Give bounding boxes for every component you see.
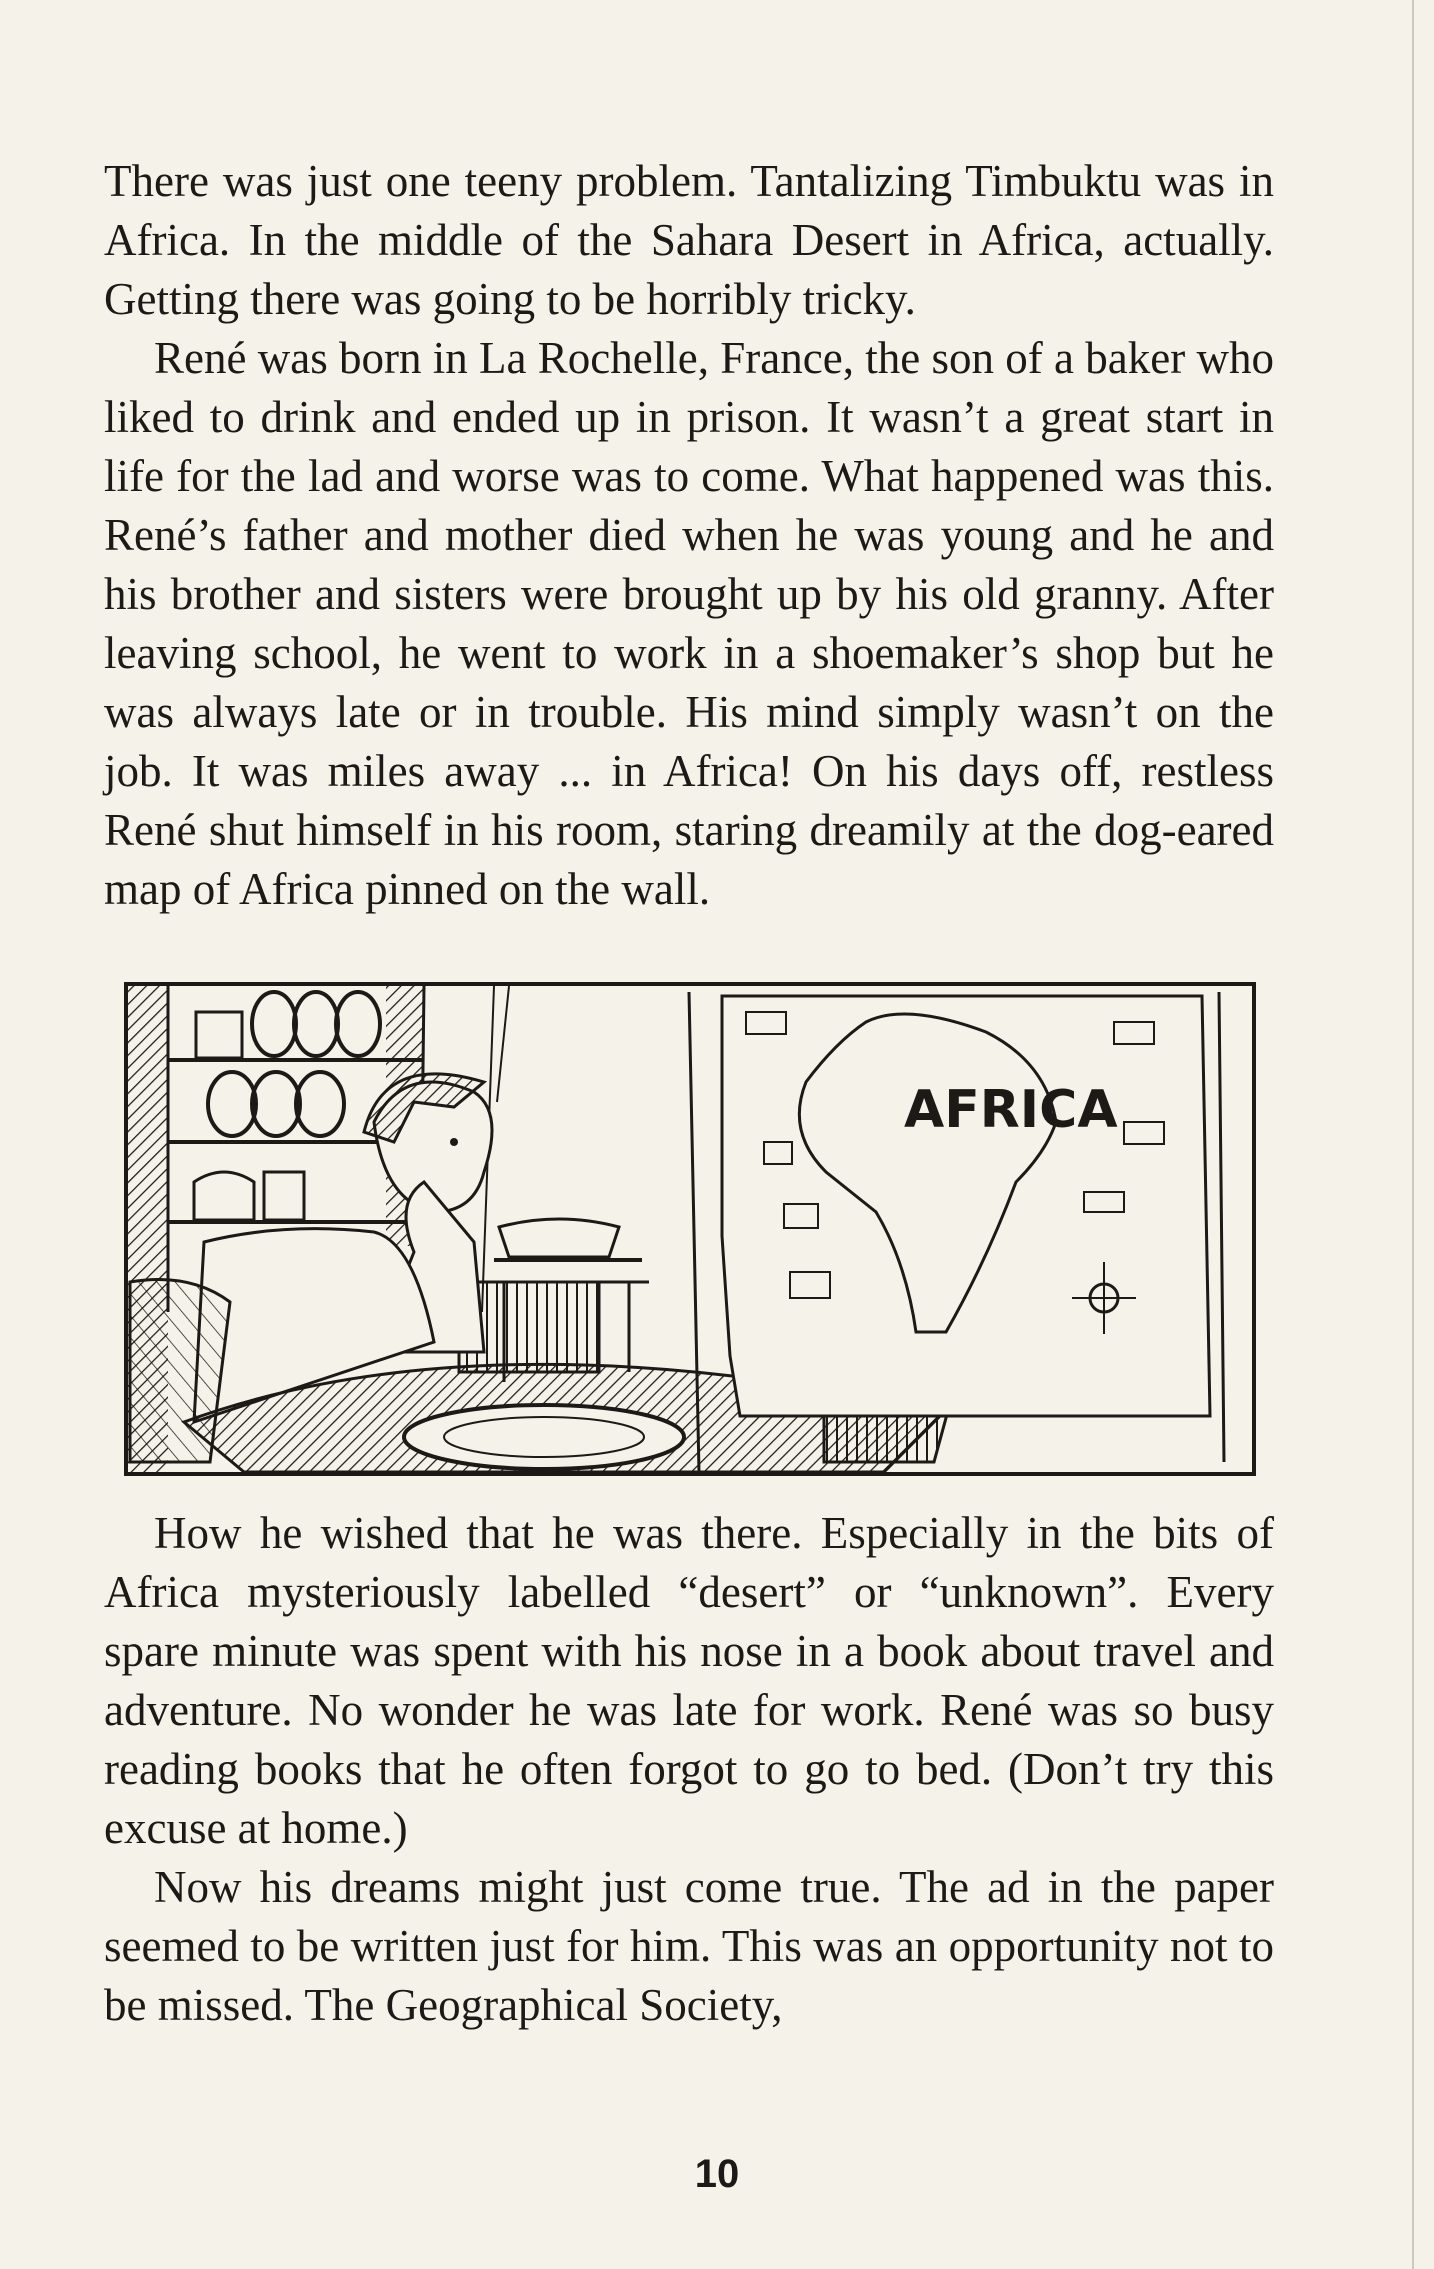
africa-wall-map <box>689 992 1224 1472</box>
map-label: AFRICA <box>904 1080 1118 1140</box>
paragraph-4: Now his dreams might just come true. The ad in the paper seemed to be written just for him. This was an opportunity not to be missed. The Geographical Society, <box>104 1862 1274 2030</box>
illustration-rene-dreaming-of-africa <box>124 982 1256 1476</box>
page-edge-line <box>1412 0 1414 2269</box>
page-number: 10 <box>694 2152 740 2196</box>
paragraph-3: How he wished that he was there. Especially in the bits of Africa mysteriously labelled “desert” or “unknown”. Every spare minute was spent with his nose in a book about travel and adventure. No wonder he was late for work. René was so busy reading books that he often forgot to go to bed. (Don’t try this excuse at home.) <box>104 1508 1274 1853</box>
paragraph-1: There was just one teeny problem. Tantalizing Timbuktu was in Africa. In the middle of the Sahara Desert in Africa, actually. Getting there was going to be horribly tricky. <box>104 156 1274 324</box>
paragraph-2: René was born in La Rochelle, France, the son of a baker who liked to drink and ended up in prison. It wasn’t a great start in life for the lad and worse was to come. What happened was this. René’s father and mother died when he was young and he and his brother and sisters were brought up by his old granny. After leaving school, he went to work in a shoemaker’s shop but he was always late or in trouble. His mind simply wasn’t on the job. It was miles away ... in Africa! On his days off, restless René shut himself in his room, staring dreamily at the dog-eared map of Africa pinned on the wall. <box>104 333 1274 914</box>
